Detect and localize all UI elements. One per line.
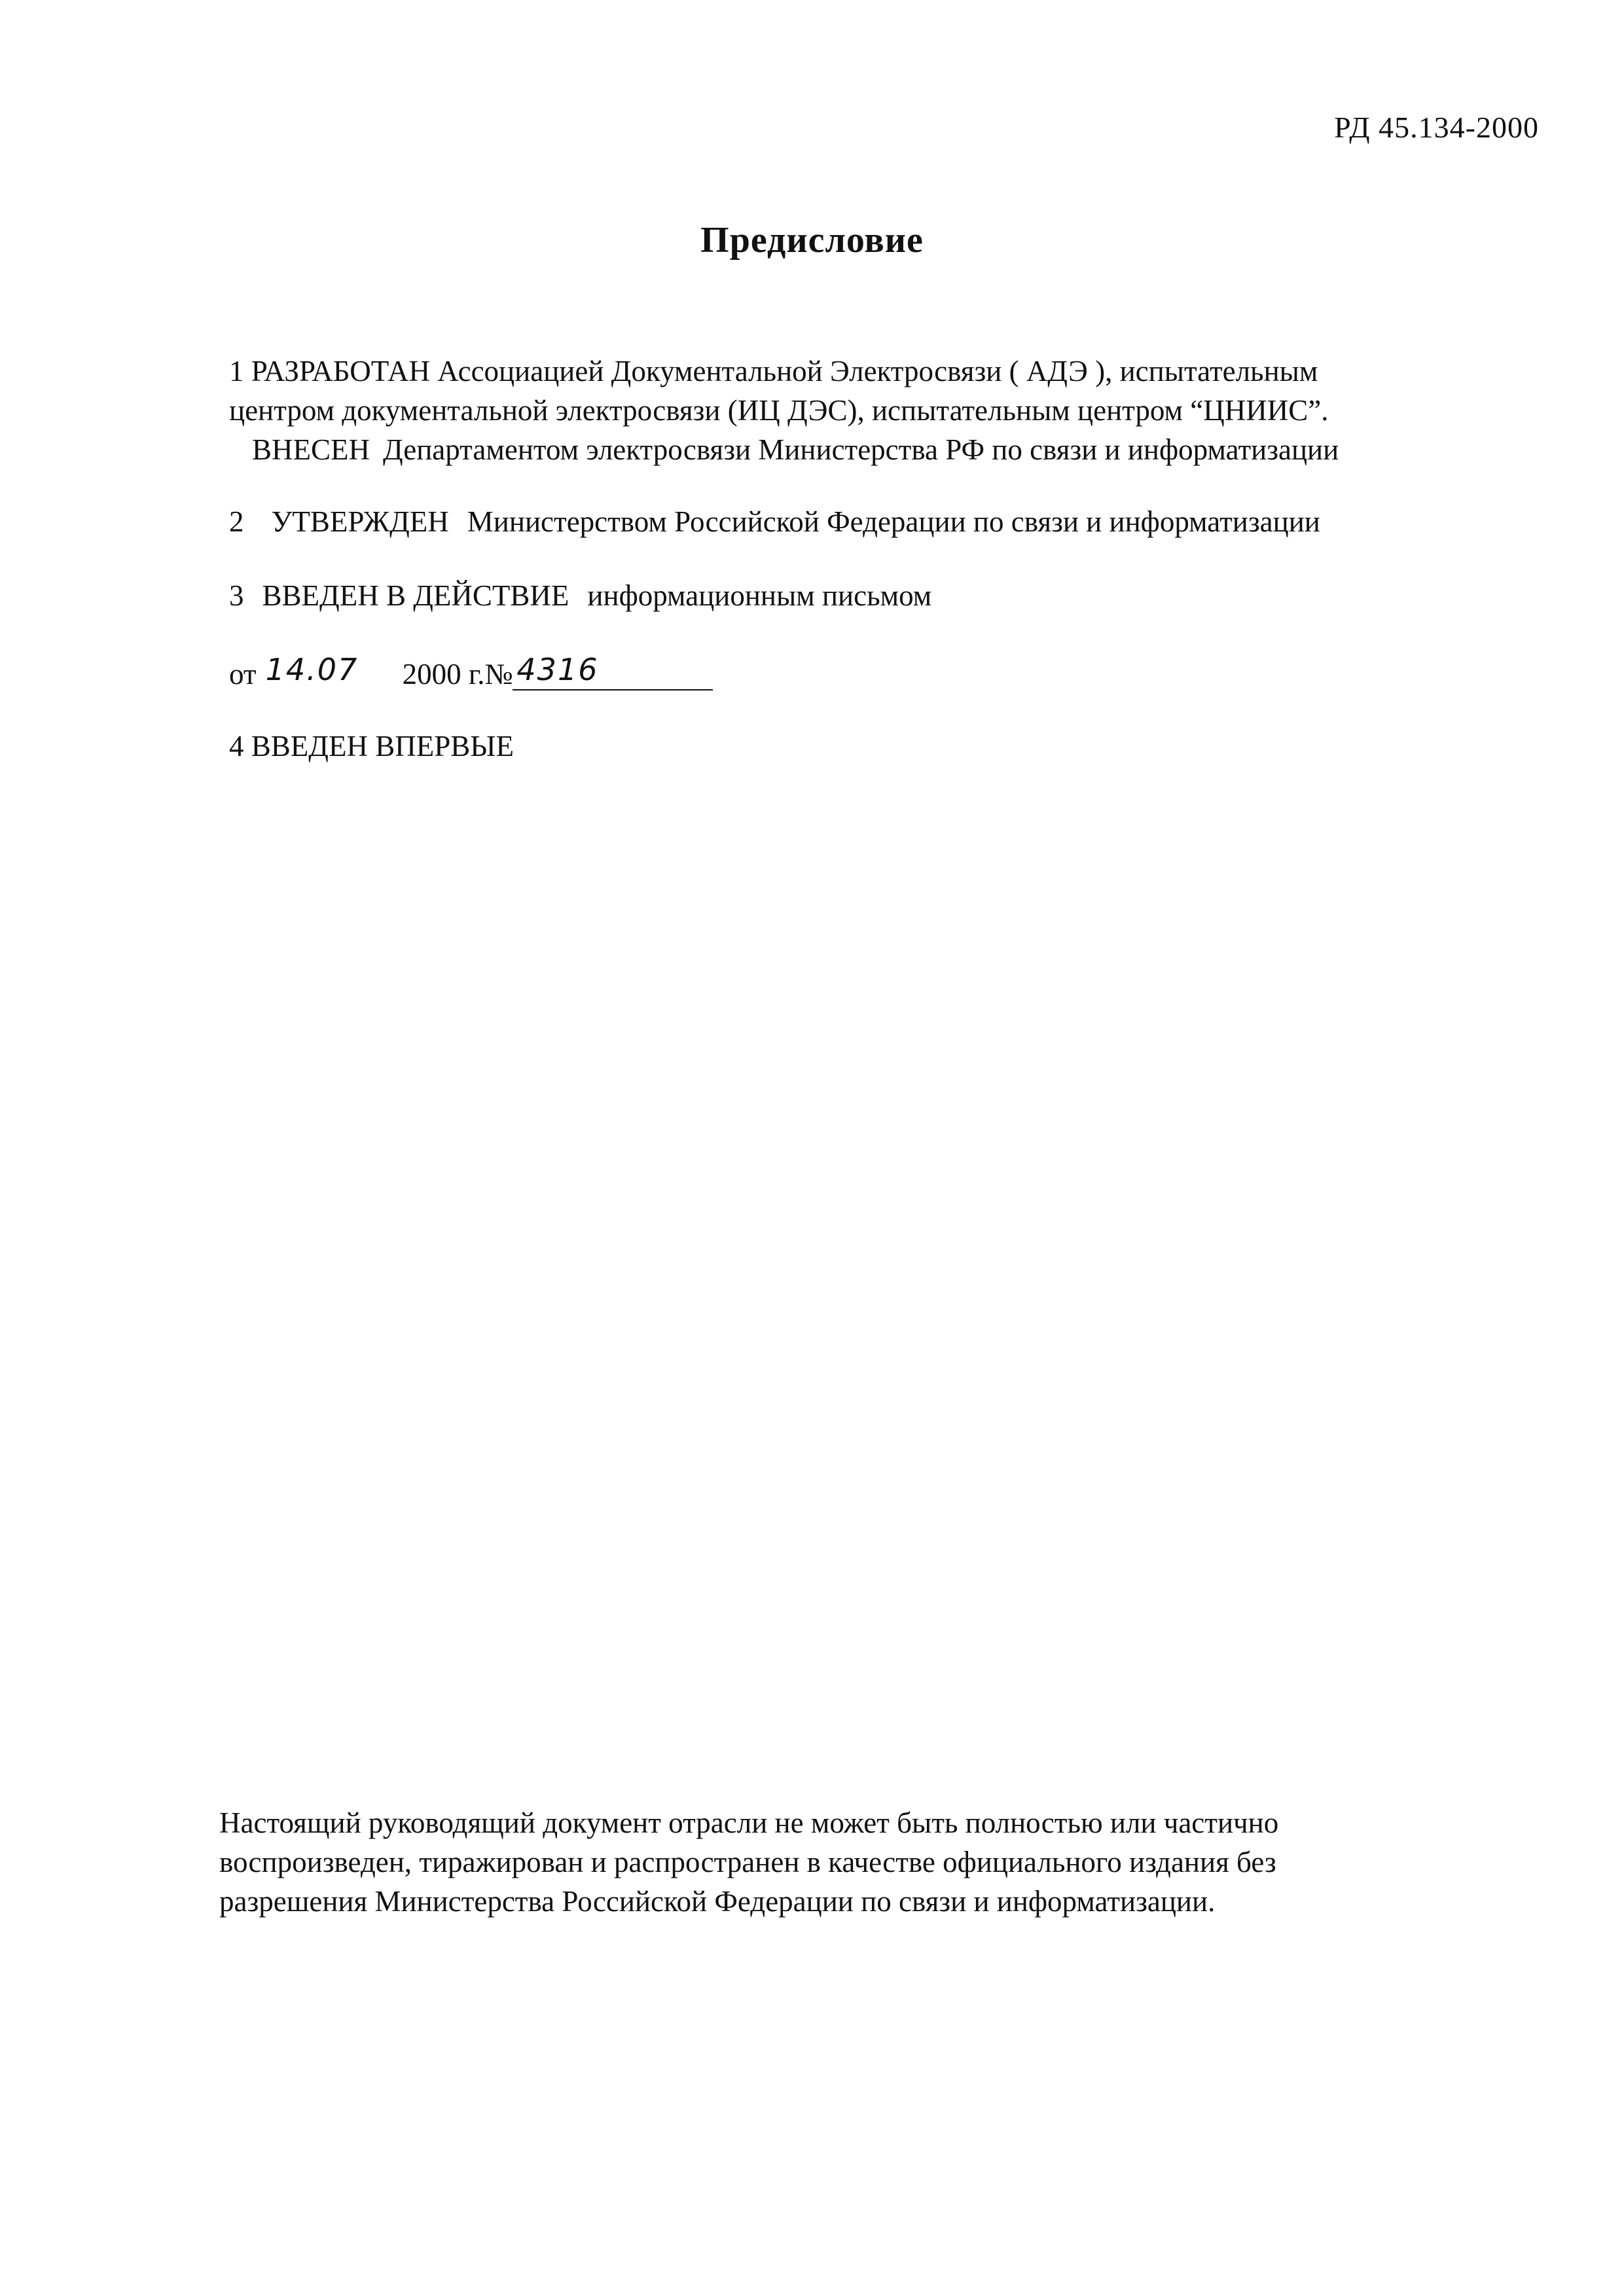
item4-line: 4 ВВЕДЕН ВПЕРВЫЕ (229, 730, 514, 762)
item3-line (229, 581, 931, 611)
item2-line (229, 507, 1320, 537)
copyright-line3: разрешения Министерства Российской Федерации по связи и информатизации. (219, 1885, 1216, 1918)
document-code: РД 45.134-2000 (1334, 111, 1539, 144)
copyright-notice (219, 1803, 1463, 1921)
item3-number: 3 (229, 579, 244, 612)
page-title: Предисловие (700, 220, 924, 260)
item1-line3 (252, 435, 1339, 465)
handwritten-number: 4316 (516, 652, 599, 687)
item3-date-line (229, 652, 713, 691)
item1-line2: центром документальной электросвязи (ИЦ ДЭС), испытательным центром “ЦНИИС”. (229, 394, 1329, 427)
copyright-line2: воспроизведен, тиражирован и распространен в качестве официального издания без (219, 1846, 1276, 1878)
item2-number: 2 (229, 505, 244, 538)
item3-keyword: ВВЕДЕН В ДЕЙСТВИЕ (262, 579, 569, 612)
item2-keyword: УТВЕРЖДЕН (271, 505, 449, 538)
item1-keyword-vnesen: ВНЕСЕН (252, 433, 370, 466)
letter-number-field (513, 652, 713, 691)
copyright-line1: Настоящий руководящий документ отрасли не может быть полностью или частично (219, 1806, 1279, 1839)
date-prefix: от (229, 658, 257, 691)
handwritten-date: 14.07 (265, 652, 359, 687)
year-text: 2000 г.№ (402, 658, 513, 691)
item3-text: информационным письмом (587, 579, 932, 612)
item1-line1: 1 РАЗРАБОТАН Ассоциацией Документальной Электросвязи ( АДЭ ), испытательным (229, 355, 1318, 387)
item1-line3-text: Департаментом электросвязи Министерства РФ по связи и информатизации (383, 433, 1339, 466)
item2-text: Министерством Российской Федерации по связи и информатизации (467, 505, 1320, 538)
